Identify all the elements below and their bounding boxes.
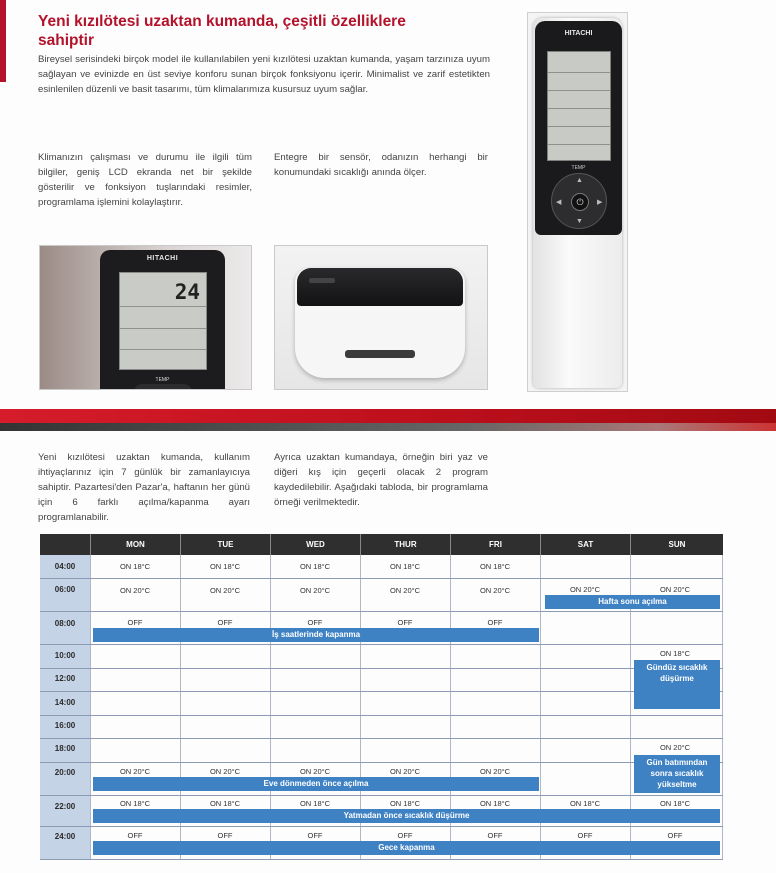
remote-dpad (551, 173, 607, 229)
divider-dark (0, 423, 776, 431)
table-cell: ON 20°C (479, 767, 511, 776)
remote-lcd-large (547, 51, 611, 161)
remote-lcd-photo (39, 245, 252, 390)
table-cell: ON 18°C (659, 649, 691, 658)
table-cell: ON 18°C (569, 799, 601, 808)
table-cell: ON 20°C (299, 767, 331, 776)
chevron-down-icon: ▼ (576, 218, 583, 225)
table-cell: ON 20°C (119, 767, 151, 776)
table-cell: ON 20°C (119, 586, 151, 595)
day-reduce-bar (634, 660, 720, 709)
chevron-right-icon: ▶ (597, 199, 603, 206)
time-label: 06:00 (54, 585, 76, 594)
table-cell: OFF (307, 831, 323, 840)
work-close-bar: İş saatlerinde kapanma (93, 628, 539, 642)
table-cell: OFF (487, 618, 503, 627)
remote-lcd (119, 272, 207, 370)
remote-control-image (100, 250, 225, 390)
lcd-temperature: 24 (174, 280, 200, 304)
table-cell: OFF (307, 618, 323, 627)
sunset-line1: Gün batımından (646, 758, 708, 767)
day-header: FRI (450, 534, 540, 555)
table-cell: OFF (577, 831, 593, 840)
table-cell: OFF (217, 831, 233, 840)
table-cell: ON 18°C (119, 799, 151, 808)
remote-brand: HITACHI (146, 255, 179, 262)
time-label: 04:00 (54, 562, 76, 571)
power-icon: ⏻ (571, 193, 589, 211)
time-label: 24:00 (54, 832, 76, 841)
table-cell: ON 18°C (479, 562, 511, 571)
remote-brand-large: HITACHI (564, 30, 593, 37)
sensor-description: Entegre bir sensör, odanızın herhangi bir konumundaki sıcaklığı anında ölçer. (274, 152, 488, 178)
table-cell: ON 18°C (389, 799, 421, 808)
table-cell: ON 20°C (389, 767, 421, 776)
table-cell: ON 18°C (299, 562, 331, 571)
time-label: 12:00 (54, 674, 76, 683)
time-label: 18:00 (54, 744, 76, 753)
temp-label-large: TEMP (571, 165, 586, 171)
remote-top-image (297, 268, 463, 306)
chevron-left-icon: ◀ (556, 199, 562, 206)
table-cell: OFF (667, 831, 683, 840)
time-label: 20:00 (54, 768, 76, 777)
return-open-bar: Eve dönmeden önce açılma (93, 777, 539, 791)
table-cell: ON 18°C (479, 799, 511, 808)
time-label: 22:00 (54, 802, 76, 811)
day-header: MON (90, 534, 180, 555)
time-label: 14:00 (54, 698, 76, 707)
divider-red (0, 409, 776, 423)
remote-button (133, 384, 193, 390)
day-header: TUE (180, 534, 270, 555)
time-label: 16:00 (54, 721, 76, 730)
sunset-line2: sonra sıcaklık (650, 769, 704, 778)
intro-paragraph: Bireysel serisindeki birçok model ile kullanılabilen yeni kızılötesi uzaktan kumanda, yaşam tarzınıza uyum sağlayan ve evinizde en üst seviye konforu sunan birçok fonksiyonu içerir. Minimalist ve zarif estetikten esinlenilen düzenli ve basit tasarımı, tüm klimalarımıza kusursuz uyum sağlar. (38, 54, 490, 95)
accent-mark (0, 0, 6, 82)
table-cell: ON 20°C (209, 586, 241, 595)
table-cell: ON 18°C (119, 562, 151, 571)
table-cell: ON 18°C (659, 799, 691, 808)
day-header: SAT (540, 534, 630, 555)
chevron-up-icon: ▲ (576, 177, 583, 184)
night-close-bar: Gece kapanma (93, 841, 720, 855)
day-reduce-line2: düşürme (660, 674, 694, 683)
timer-description: Yeni kızılötesi uzaktan kumanda, kullanım ihtiyaçlarınız için 7 günlük bir zamanlayıcıya sahiptir. Pazartesi'den Pazar'a, haftanın her günü için 6 farklı açılma/kapanma ayarı programlanabilir. (38, 452, 250, 523)
table-cell: ON 20°C (209, 767, 241, 776)
table-cell: ON 20°C (479, 586, 511, 595)
remote-face (535, 21, 622, 235)
remote-sensor-photo (274, 245, 488, 390)
table-cell: OFF (397, 831, 413, 840)
sunset-line3: yükseltme (657, 780, 697, 789)
table-cell: OFF (487, 831, 503, 840)
remote-slot (345, 350, 415, 358)
time-column (40, 555, 90, 860)
schedule-table (40, 534, 723, 860)
day-header: SUN (630, 534, 723, 555)
table-cell: ON 20°C (659, 743, 691, 752)
sunset-raise-bar (634, 755, 720, 793)
time-label: 08:00 (54, 619, 76, 628)
time-label: 10:00 (54, 651, 76, 660)
table-cell: ON 20°C (659, 585, 691, 594)
day-header: WED (270, 534, 360, 555)
lcd-description: Klimanızın çalışması ve durumu ile ilgili tüm bilgiler, geniş LCD ekranda net bir şekilde gösterilir ve fonksiyon tuşlarındaki resimler, programlama işlemini kolaylaştırır. (38, 152, 252, 208)
remote-full-photo (527, 12, 628, 392)
temp-label: TEMP (155, 377, 170, 383)
table-cell: ON 18°C (389, 562, 421, 571)
table-cell: OFF (127, 618, 143, 627)
day-reduce-line1: Gündüz sıcaklık (646, 663, 708, 672)
table-cell: ON 20°C (569, 585, 601, 594)
sensor-icon (309, 278, 335, 283)
table-cell: ON 18°C (209, 799, 241, 808)
day-header: THUR (360, 534, 450, 555)
table-cell: OFF (217, 618, 233, 627)
table-cell: ON 20°C (389, 586, 421, 595)
before-sleep-bar: Yatmadan önce sıcaklık düşürme (93, 809, 720, 823)
table-cell: ON 18°C (299, 799, 331, 808)
table-cell: OFF (127, 831, 143, 840)
table-cell: ON 20°C (299, 586, 331, 595)
table-cell: OFF (397, 618, 413, 627)
weekend-open-bar: Hafta sonu açılma (545, 595, 720, 609)
table-cell: ON 18°C (209, 562, 241, 571)
program-description: Ayrıca uzaktan kumandaya, örneğin biri yaz ve diğeri kış için geçerli olacak 2 program kaydedilebilir. Aşağıdaki tabloda, bir programlama örneği verilmektedir. (274, 452, 488, 508)
page-heading: Yeni kızılötesi uzaktan kumanda, çeşitli özelliklere sahiptir (38, 13, 406, 49)
